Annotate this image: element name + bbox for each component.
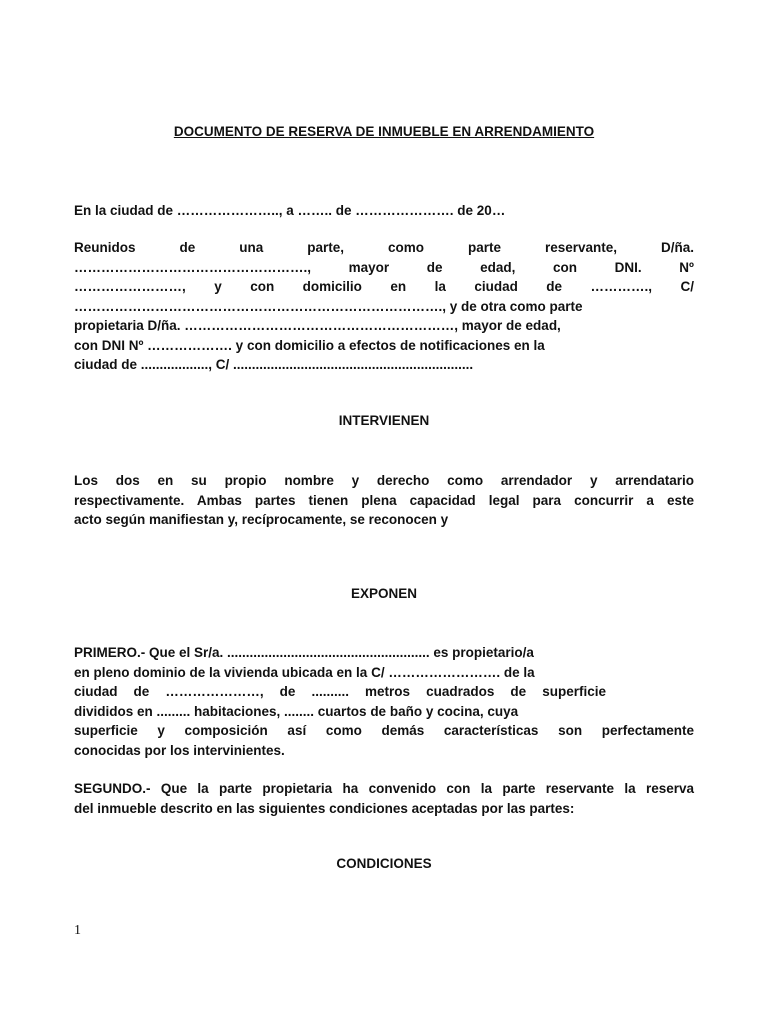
primero-line: PRIMERO.- Que el Sr/a. ...................................................... es propietario/a bbox=[74, 645, 534, 660]
reunidos-line: Reunidos de una parte, como parte reservante, D/ña. bbox=[74, 240, 694, 255]
intervienen-paragraph bbox=[74, 471, 694, 530]
segundo-line: del inmueble descrito en las siguientes condiciones aceptadas por las partes: bbox=[74, 800, 575, 816]
reunidos-paragraph bbox=[74, 238, 694, 375]
primero-line: conocidas por los intervinientes. bbox=[74, 742, 285, 758]
reunidos-line: ……………………, y con domicilio en la ciudad de …………., C/ bbox=[74, 279, 694, 294]
place-date-line: En la ciudad de ………………….., a …….. de …………………. de 20… bbox=[74, 203, 506, 218]
primero-line: en pleno dominio de la vivienda ubicada en la C/ ……………………. de la bbox=[74, 664, 535, 680]
reunidos-line: ……………………………………………., mayor de edad, con DNI. Nº bbox=[74, 259, 694, 275]
primero-line: divididos en ......... habitaciones, ........ cuartos de baño y cocina, cuya bbox=[74, 703, 519, 719]
reunidos-line: ciudad de .................., C/ ................................................................ bbox=[74, 357, 474, 372]
segundo-paragraph bbox=[74, 779, 694, 818]
reunidos-line: ………………………………………………………………………., y de otra como parte bbox=[74, 298, 583, 314]
intervienen-heading: INTERVIENEN bbox=[338, 413, 430, 428]
primero-line: ciudad de …………………, de .......... metros cuadrados de superficie bbox=[74, 684, 606, 699]
reunidos-line: propietaria D/ña. ……………………………………………………, mayor de edad, bbox=[74, 318, 561, 333]
reunidos-line: con DNI Nº ………………. y con domicilio a efectos de notificaciones en la bbox=[74, 337, 545, 353]
primero-line: superficie y composición así como demás características son perfectamente bbox=[74, 723, 694, 738]
intervienen-line: Los dos en su propio nombre y derecho como arrendador y arrendatario bbox=[74, 473, 694, 488]
primero-paragraph bbox=[74, 643, 694, 760]
page-number: 1 bbox=[74, 923, 81, 938]
intervienen-line: respectivamente. Ambas partes tienen plena capacidad legal para concurrir a este bbox=[74, 492, 694, 508]
intervienen-line: acto según manifiestan y, recíprocamente, se reconocen y bbox=[74, 512, 449, 527]
segundo-line: SEGUNDO.- Que la parte propietaria ha convenido con la parte reservante la reserva bbox=[74, 781, 694, 796]
document-title: DOCUMENTO DE RESERVA DE INMUEBLE EN ARRENDAMIENTO bbox=[173, 124, 595, 139]
condiciones-heading: CONDICIONES bbox=[336, 856, 432, 871]
exponen-heading: EXPONEN bbox=[350, 586, 418, 601]
